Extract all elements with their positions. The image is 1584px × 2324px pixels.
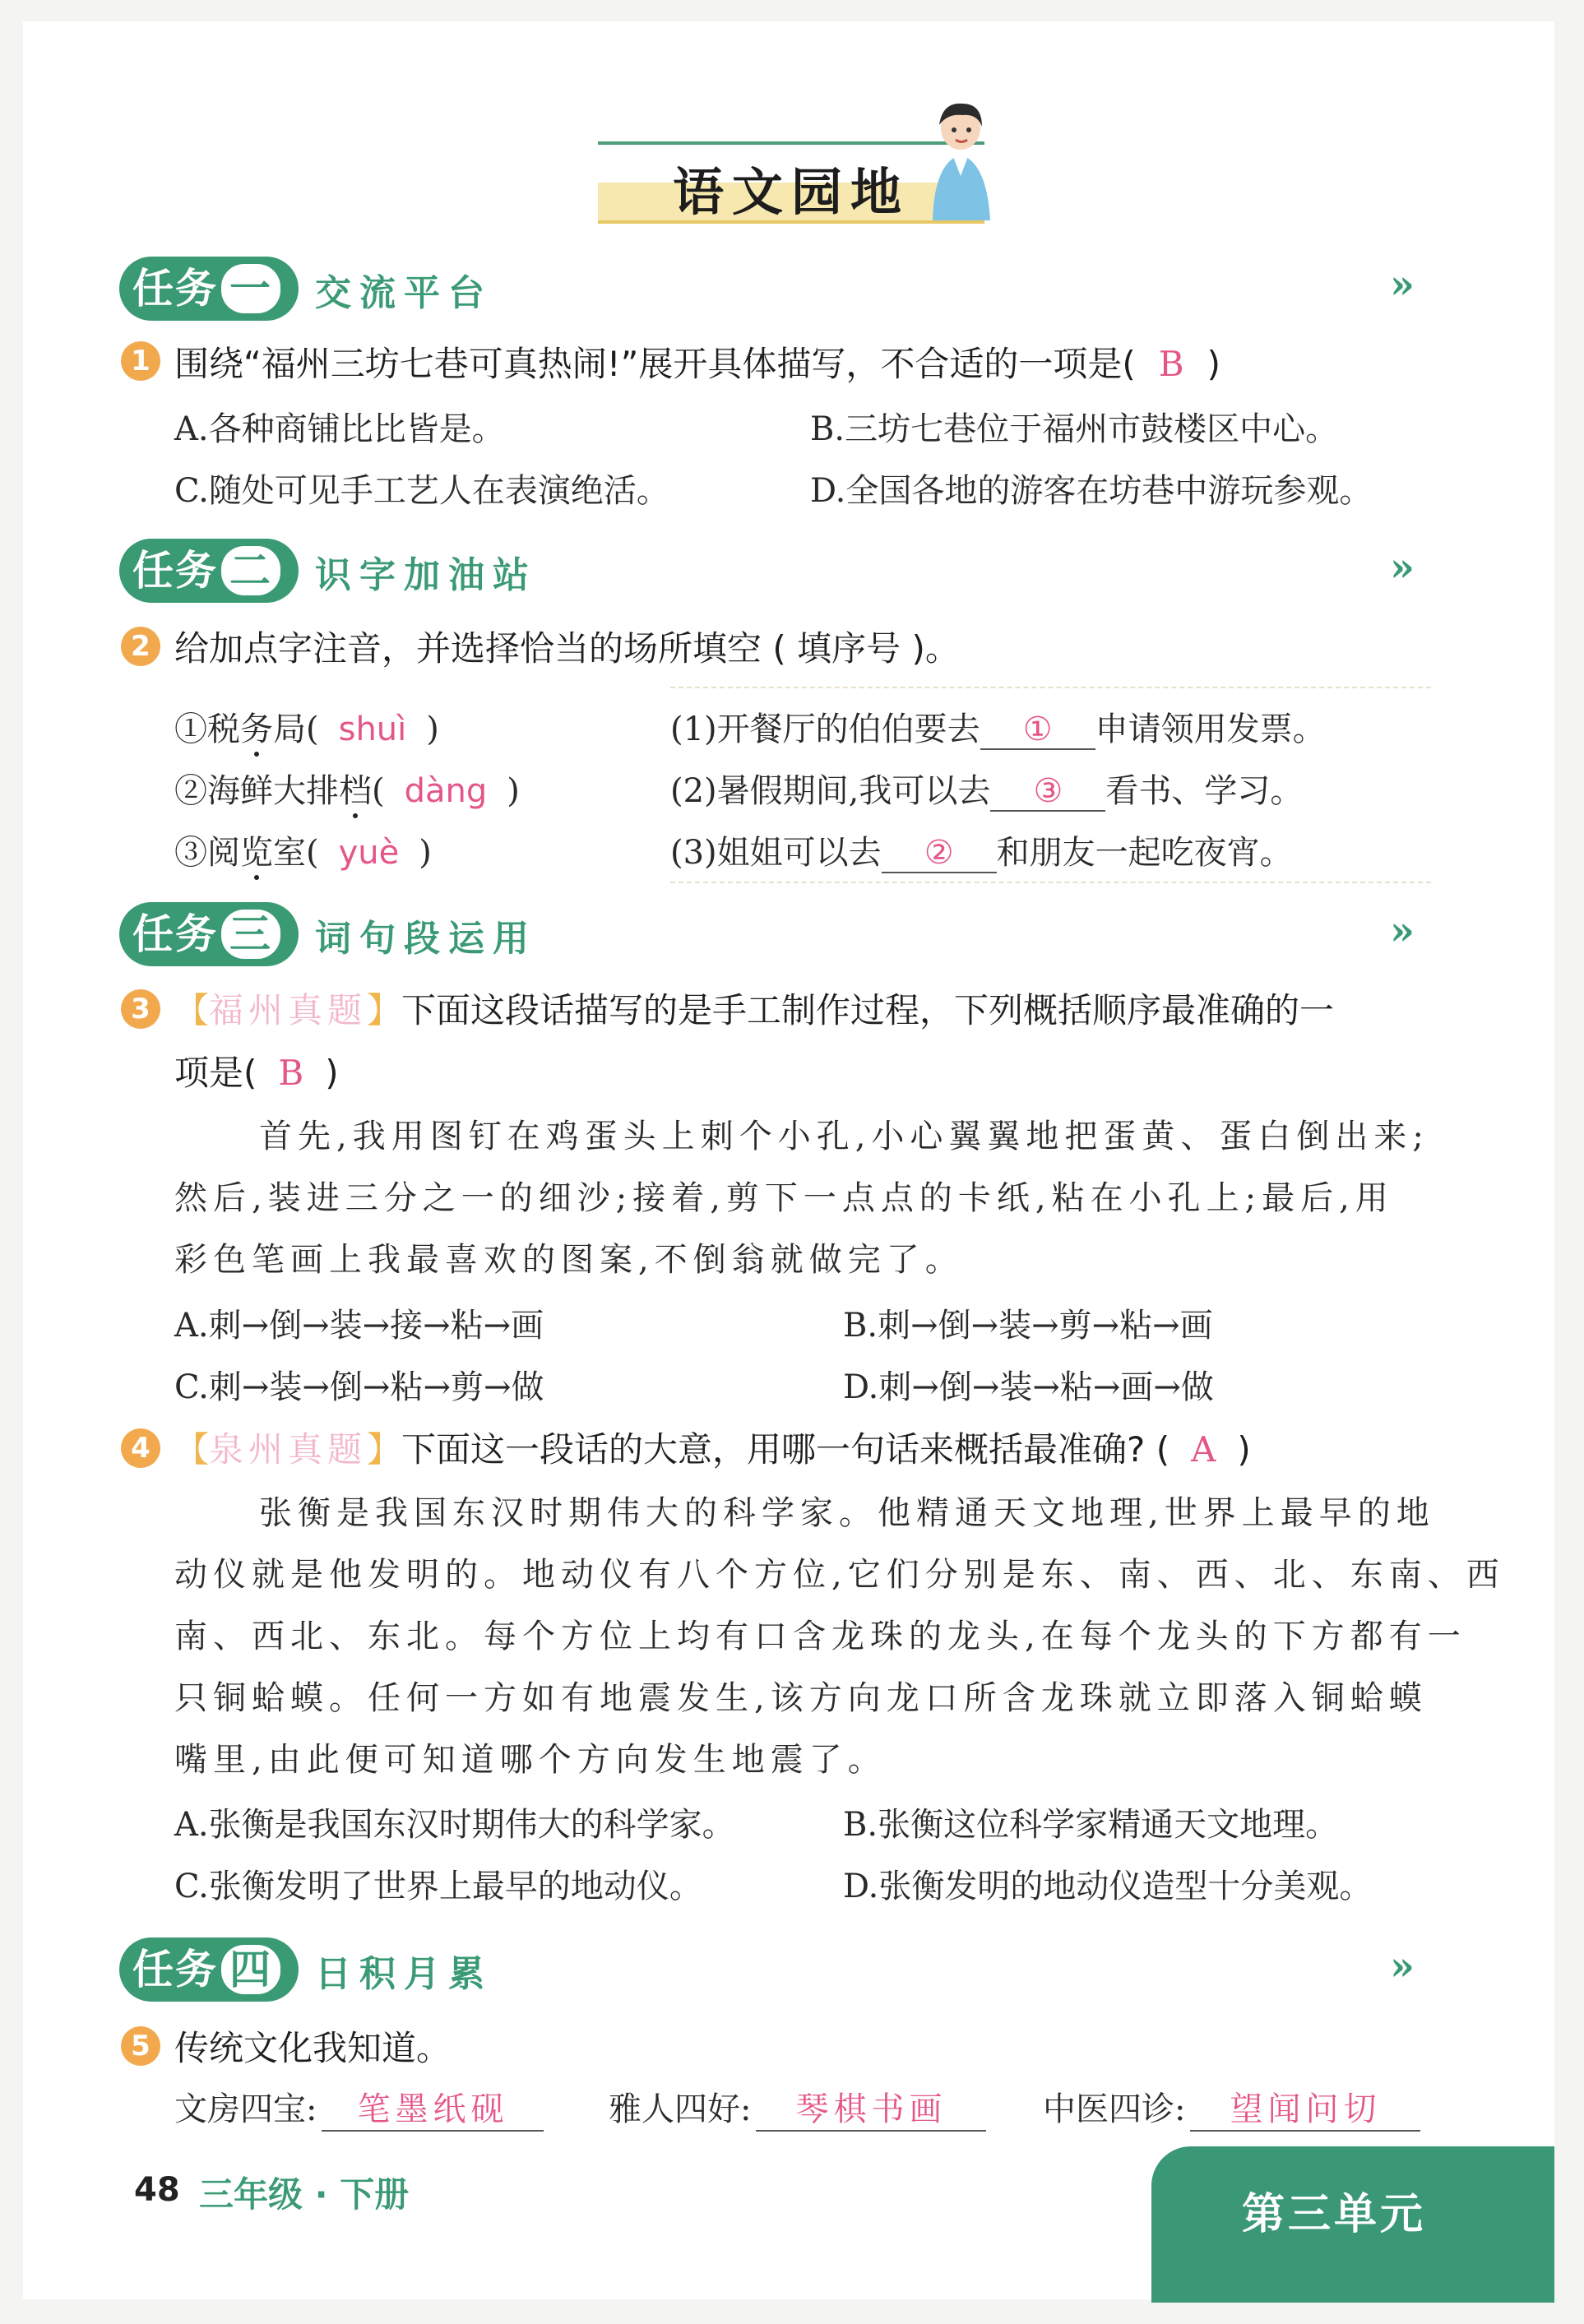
task-badge-2 xyxy=(119,539,299,603)
task-badge-4 xyxy=(119,1937,299,2002)
task-badge-label: 任务 xyxy=(132,1946,218,1993)
option-d: D.全国各地的游客在坊巷中游玩参观。 xyxy=(810,472,1373,510)
passage-line: 南、西北、东北。每个方位上均有口含龙珠的龙头,在每个龙头的下方都有一 xyxy=(174,1618,1466,1655)
answer-text: B xyxy=(1158,344,1184,384)
tag-bracket: 【 xyxy=(174,1429,210,1470)
task-badge-1 xyxy=(119,257,299,321)
paren-close: ) xyxy=(419,834,432,872)
paren-close: ) xyxy=(507,772,520,810)
chevron-right-icon: » xyxy=(1390,908,1403,954)
item-text: 和朋友一起吃夜宵。 xyxy=(996,834,1293,872)
question-stem-text: 围绕“福州三坊七巷可真热闹!”展开具体描写，不合适的一项是( xyxy=(174,344,1136,384)
item-text: (1)开餐厅的伯伯要去 xyxy=(670,711,980,748)
question-2-stem: 给加点字注音，并选择恰当的场所填空 ( 填序号 )。 xyxy=(174,628,960,669)
culture-item-3 xyxy=(1043,2083,1420,2132)
item-text: ( xyxy=(372,772,385,810)
fill-item-3 xyxy=(670,826,1293,873)
blank-answer: 望闻问切 xyxy=(1190,2083,1420,2132)
pinyin-item-1 xyxy=(174,703,439,750)
dotted-char: 档 xyxy=(339,772,372,810)
chevron-right-icon: » xyxy=(1390,544,1403,590)
question-number-3: 3 xyxy=(121,989,160,1029)
task-title-1: 交流平台 xyxy=(315,272,493,314)
dotted-char: 务 xyxy=(240,711,273,748)
fill-item-2 xyxy=(670,765,1303,812)
question-number-5: 5 xyxy=(121,2026,160,2066)
answer-text: B xyxy=(278,1053,304,1093)
task-badge-label: 任务 xyxy=(132,910,218,958)
grade-label: 三年级 · 下册 xyxy=(199,2174,410,2215)
task-badge-number: 二 xyxy=(221,546,280,595)
question-stem-text: 下面这一段话的大意，用哪一句话来概括最准确? ( xyxy=(401,1429,1170,1470)
option-d: D.张衡发明的地动仪造型十分美观。 xyxy=(843,1868,1373,1905)
paren-close: ) xyxy=(325,1053,339,1093)
item-label: 雅人四好: xyxy=(609,2090,752,2128)
question-3-stem-cont xyxy=(174,1046,339,1095)
teacher-illustration xyxy=(919,97,1002,229)
task-title-2: 识字加油站 xyxy=(315,554,537,596)
item-text: 申请领用发票。 xyxy=(1095,711,1326,748)
source-tag xyxy=(174,1429,401,1470)
option-c: C.刺→装→倒→粘→剪→做 xyxy=(174,1368,544,1406)
option-b: B.三坊七巷位于福州市鼓楼区中心。 xyxy=(810,410,1339,448)
task-badge-label: 任务 xyxy=(132,265,218,312)
tag-bracket: 【 xyxy=(174,990,210,1030)
question-stem-text: 项是( xyxy=(174,1053,257,1093)
blank-answer: ③ xyxy=(990,772,1105,812)
question-stem-text: 下面这段话描写的是手工制作过程，下列概括顺序最准确的一 xyxy=(401,990,1335,1030)
option-b: B.张衡这位科学家精通天文地理。 xyxy=(843,1806,1339,1844)
item-text: (3)姐姐可以去 xyxy=(670,834,882,872)
question-number-4: 4 xyxy=(121,1428,160,1468)
task-badge-label: 任务 xyxy=(132,547,218,595)
passage-line: 只铜蛤蟆。任何一方如有地震发生,该方向龙口所含龙珠就立即落入铜蛤蟆 xyxy=(174,1679,1428,1717)
blank-answer: 笔墨纸砚 xyxy=(322,2083,544,2132)
pinyin-item-3 xyxy=(174,826,432,873)
unit-label: 第三单元 xyxy=(1242,2190,1427,2239)
item-label: 文房四宝: xyxy=(174,2090,317,2128)
culture-item-2 xyxy=(609,2083,986,2132)
source-tag xyxy=(174,990,401,1030)
passage-line: 张衡是我国东汉时期伟大的科学家。他精通天文地理,世界上最早的地 xyxy=(259,1494,1435,1532)
task-title-4: 日积月累 xyxy=(315,1953,493,1995)
tag-bracket: 】 xyxy=(367,1429,402,1470)
option-c: C.随处可见手工艺人在表演绝活。 xyxy=(174,472,669,510)
pinyin-answer: shuì xyxy=(338,711,407,748)
passage-line: 动仪就是他发明的。地动仪有八个方位,它们分别是东、南、西、北、东南、西 xyxy=(174,1556,1505,1594)
dotted-char: 览 xyxy=(240,834,273,872)
paren-close: ) xyxy=(1237,1429,1251,1470)
item-text: ②海鲜大排 xyxy=(174,772,339,810)
chevron-right-icon: » xyxy=(1390,1943,1403,1989)
task-title-3: 词句段运用 xyxy=(315,918,537,960)
pinyin-answer: dàng xyxy=(404,772,488,810)
paren-close: ) xyxy=(1207,344,1221,384)
task-badge-number: 一 xyxy=(221,264,280,313)
passage-line: 彩色笔画上我最喜欢的图案,不倒翁就做完了。 xyxy=(174,1241,964,1279)
answer-text: A xyxy=(1191,1429,1216,1470)
passage-line: 首先,我用图钉在鸡蛋头上刺个小孔,小心翼翼地把蛋黄、蛋白倒出来; xyxy=(259,1118,1429,1155)
item-text: 室( xyxy=(273,834,319,872)
question-number-2: 2 xyxy=(121,627,160,666)
chevron-right-icon: » xyxy=(1390,262,1403,308)
question-1-stem xyxy=(174,337,1220,387)
question-5-stem: 传统文化我知道。 xyxy=(174,2028,452,2068)
item-text: ①税 xyxy=(174,711,240,748)
option-d: D.刺→倒→装→粘→画→做 xyxy=(843,1368,1214,1406)
blank-answer: ① xyxy=(980,711,1095,750)
fill-item-1 xyxy=(670,703,1326,750)
tag-bracket: 】 xyxy=(367,990,402,1030)
page-title: 语文园地 xyxy=(672,162,910,222)
tag-text: 福州真题 xyxy=(209,990,368,1030)
page-number: 48 xyxy=(134,2171,180,2209)
item-text: 局( xyxy=(273,711,319,748)
unit-tab xyxy=(1151,2146,1554,2303)
blank-answer: 琴棋书画 xyxy=(756,2083,986,2132)
tag-text: 泉州真题 xyxy=(209,1429,368,1470)
paren-close: ) xyxy=(426,711,439,748)
option-a: A.刺→倒→装→接→粘→画 xyxy=(174,1307,544,1345)
question-4-stem xyxy=(174,1423,1251,1472)
option-c: C.张衡发明了世界上最早的地动仪。 xyxy=(174,1868,702,1905)
option-a: A.张衡是我国东汉时期伟大的科学家。 xyxy=(174,1806,735,1844)
question-3-stem xyxy=(174,984,1334,1033)
item-label: 中医四诊: xyxy=(1043,2090,1186,2128)
task-badge-number: 三 xyxy=(221,910,280,959)
item-text: 看书、学习。 xyxy=(1105,772,1304,810)
culture-item-1 xyxy=(174,2083,544,2132)
passage-line: 然后,装进三分之一的细沙;接着,剪下一点点的卡纸,粘在小孔上;最后,用 xyxy=(174,1179,1394,1217)
option-a: A.各种商铺比比皆是。 xyxy=(174,410,505,448)
item-text: ③阅 xyxy=(174,834,240,872)
item-text: (2)暑假期间,我可以去 xyxy=(670,772,991,810)
pinyin-answer: yuè xyxy=(338,834,400,872)
passage-line: 嘴里,由此便可知道哪个方向发生地震了。 xyxy=(174,1741,887,1779)
option-b: B.刺→倒→装→剪→粘→画 xyxy=(843,1307,1213,1345)
pinyin-item-2 xyxy=(174,765,520,812)
question-number-1: 1 xyxy=(121,341,160,381)
blank-answer: ② xyxy=(882,834,997,873)
task-badge-3 xyxy=(119,902,299,966)
task-badge-number: 四 xyxy=(221,1945,280,1994)
